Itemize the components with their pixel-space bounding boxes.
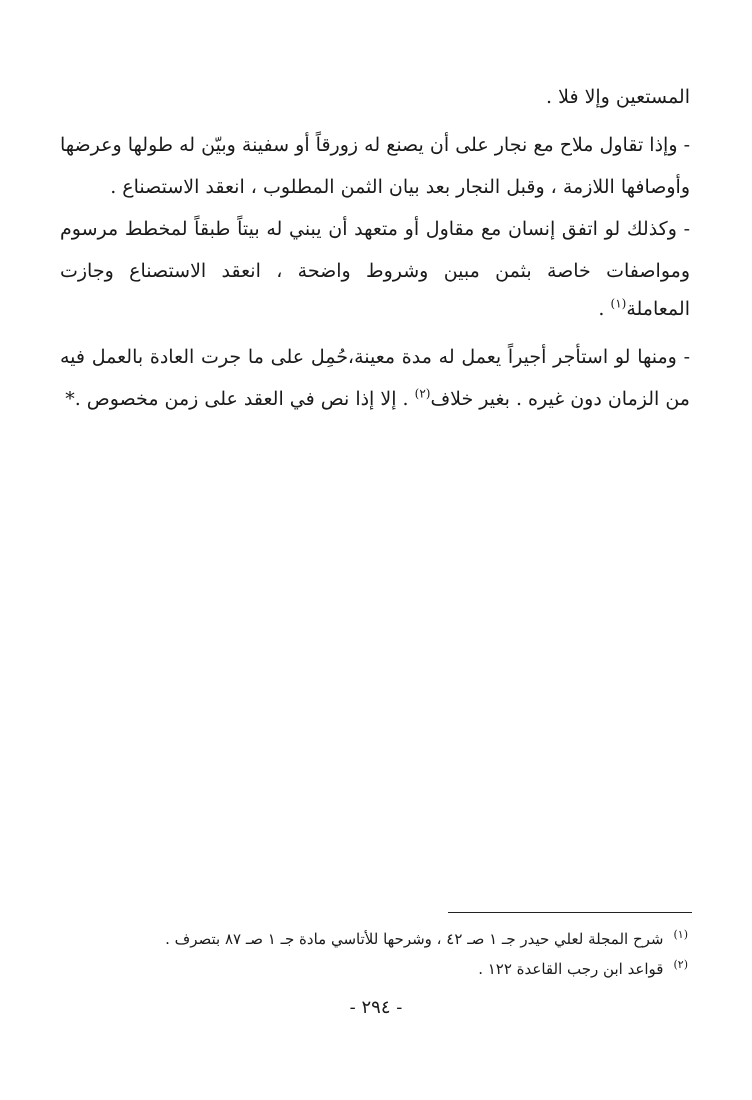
text-line-2: - وإذا تقاول ملاح مع نجار على أن يصنع له زورقاً أو سفينة وبيّن له طولها وعرضها (60, 134, 690, 156)
text-line-6-main: المعاملة (626, 298, 690, 320)
footnote-1 (165, 928, 688, 950)
text-line-1: المستعين وإلا فلا . (546, 86, 690, 108)
footnote-2-number: (٢) (673, 958, 688, 971)
text-line-3: وأوصافها اللازمة ، وقبل النجار بعد بيان الثمن المطلوب ، انعقد الاستصناع . (110, 176, 690, 198)
text-line-6 (598, 296, 690, 322)
text-line-4: - وكذلك لو اتفق إنسان مع مقاول أو متعهد أن يبني له بيتاً طبقاً لمخطط مرسوم (60, 218, 690, 240)
text-line-6-end: . (598, 298, 611, 320)
footnote-ref-1: (١) (610, 296, 627, 311)
text-line-7: - ومنها لو استأجر أجيراً يعمل له مدة معينة،حُمِل على ما جرت العادة بالعمل فيه (60, 346, 690, 368)
footnote-1-number: (١) (673, 928, 688, 941)
text-line-8-end: . إلا إذا نص في العقد على زمن مخصوص .* (65, 388, 415, 410)
text-line-8 (65, 386, 690, 412)
text-line-5: ومواصفات خاصة بثمن مبين وشروط واضحة ، انعقد الاستصناع وجازت (60, 260, 690, 282)
footnote-2 (478, 958, 688, 980)
footnote-ref-2: (٢) (414, 386, 431, 401)
page-number: - ٢٩٤ - (349, 997, 403, 1018)
footnote-1-text: شرح المجلة لعلي حيدر جـ ١ صـ ٤٢ ، وشرحها للأتاسي مادة جـ ١ صـ ٨٧ بتصرف . (165, 930, 664, 948)
text-line-8-start: من الزمان دون غيره . بغير خلاف (430, 388, 690, 410)
footnote-divider (448, 912, 692, 913)
footnote-2-text: قواعد ابن رجب القاعدة ١٢٢ . (478, 960, 664, 978)
